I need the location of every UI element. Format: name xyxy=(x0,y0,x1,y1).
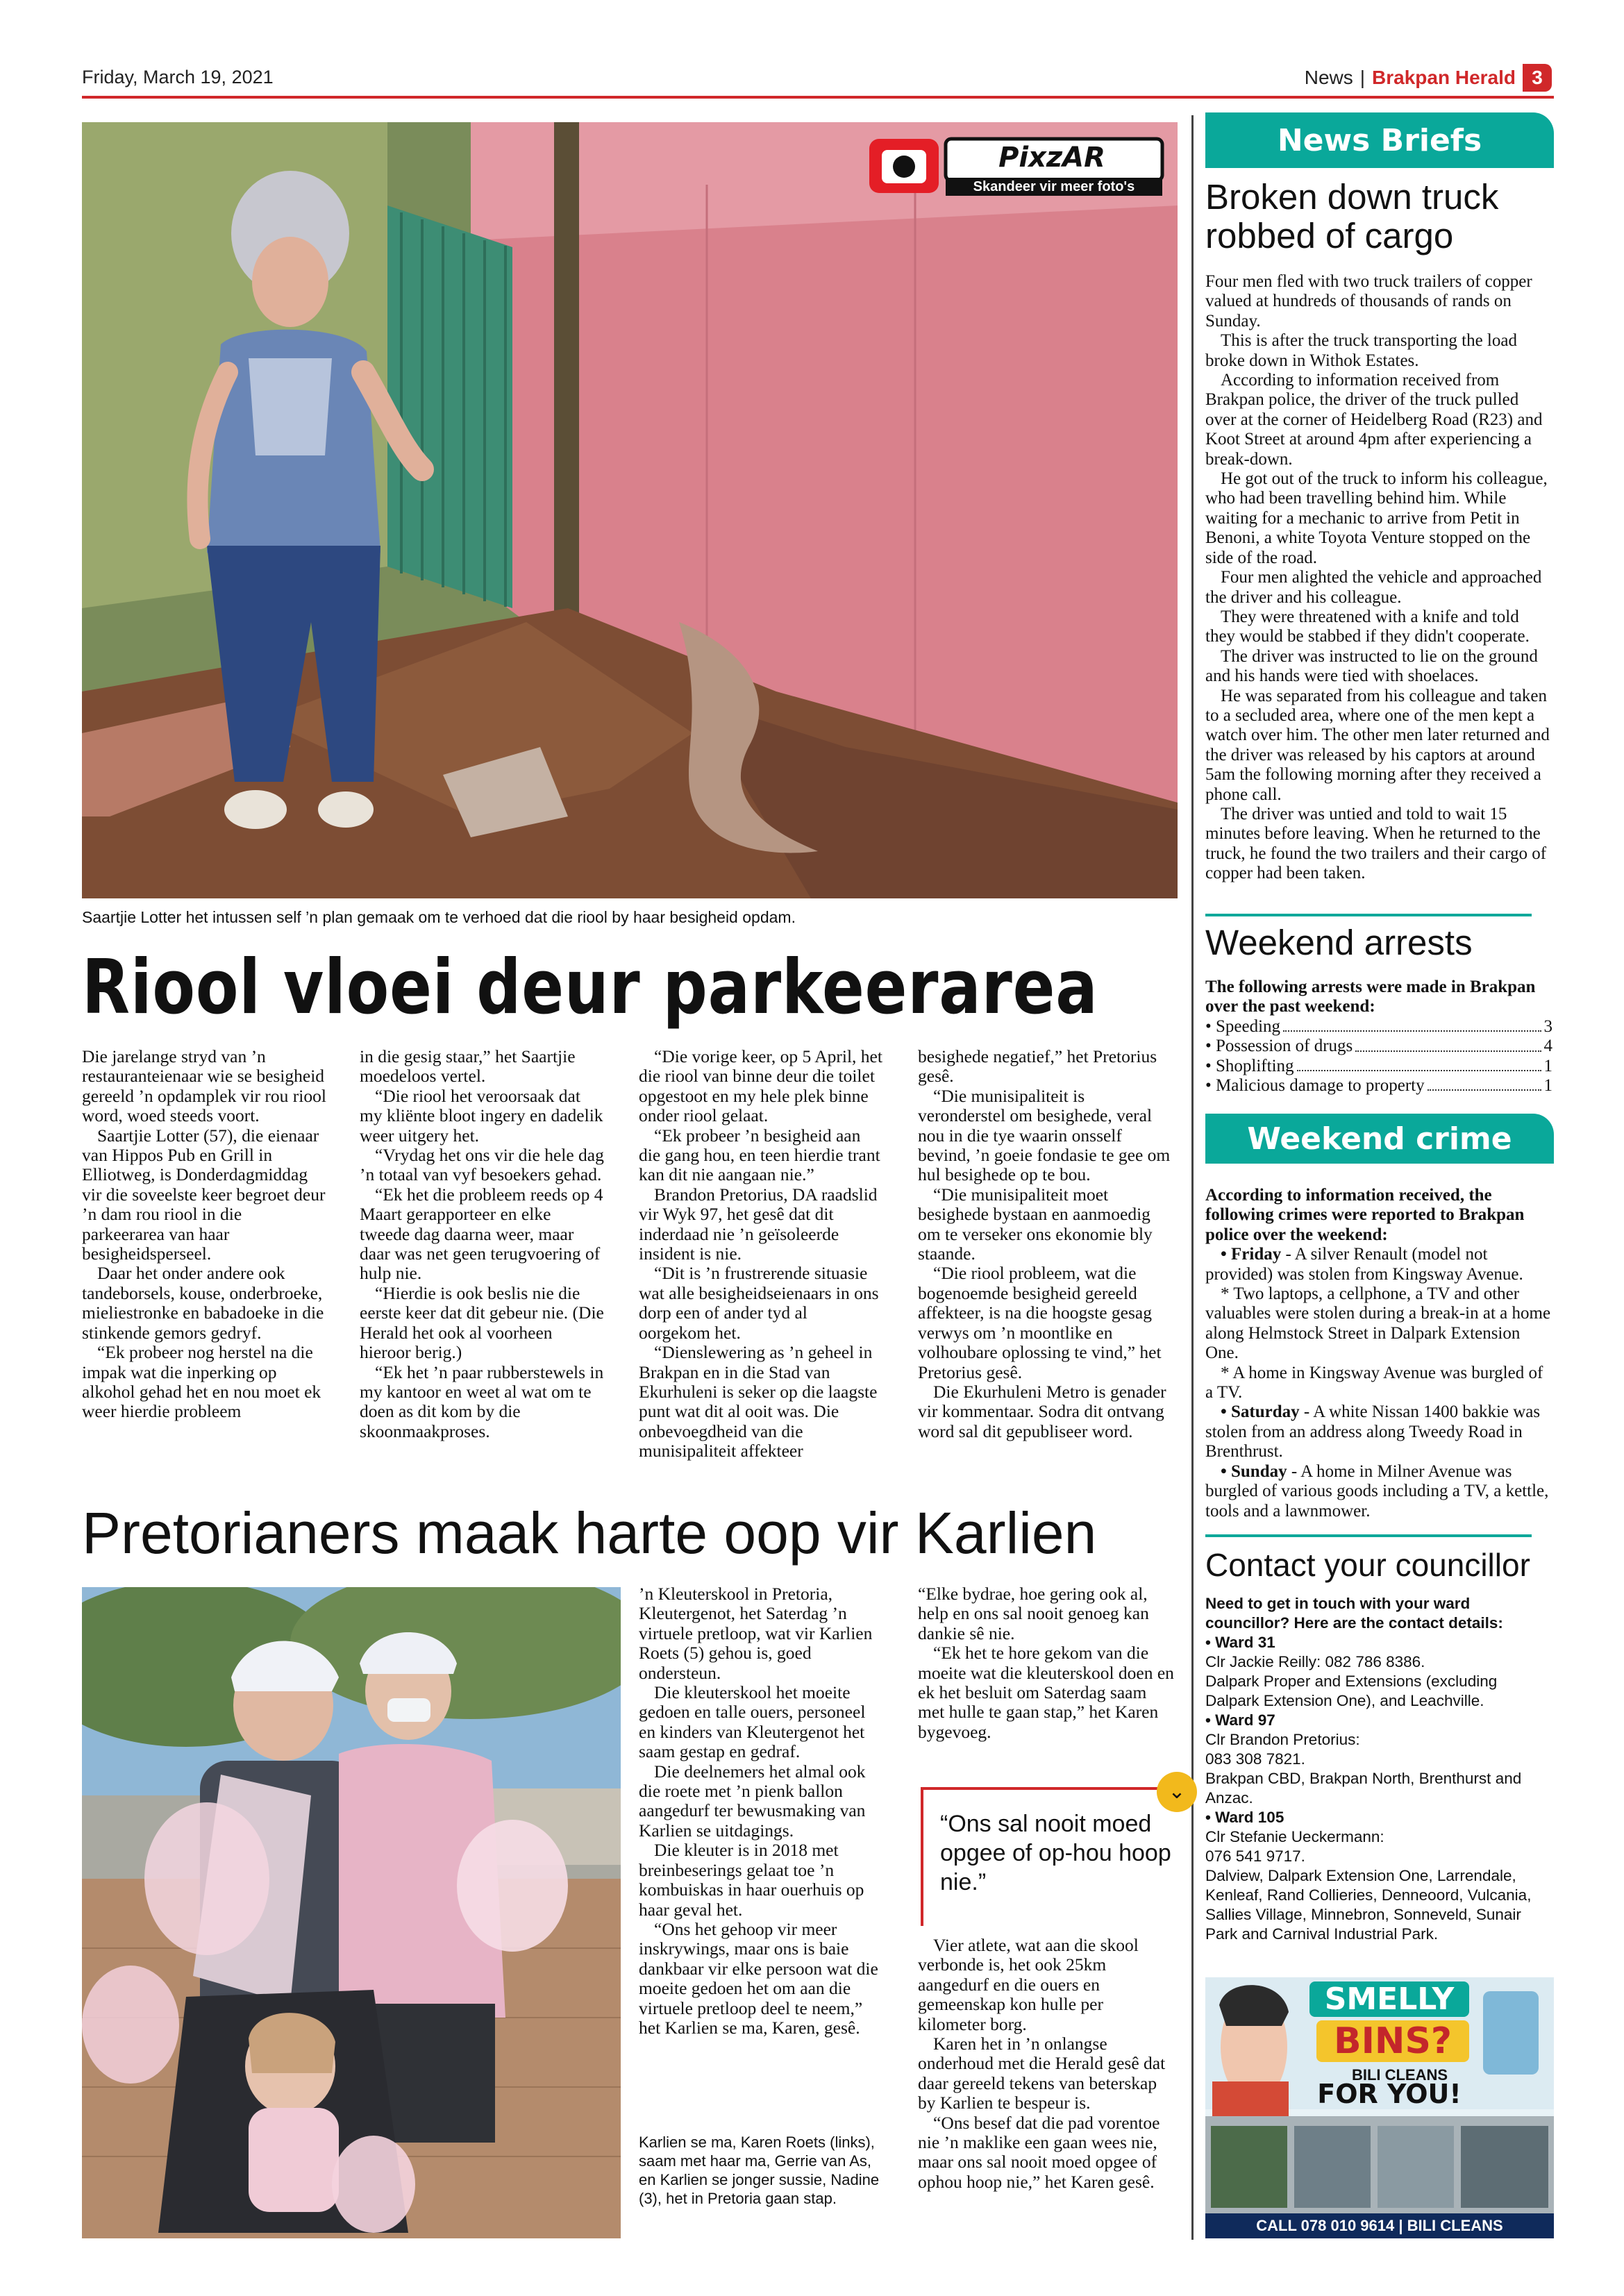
paragraph: According to information received from Brakpan police, the driver of the truck pulled over at the corner of Heidelberg Road (R23) and Koot Street at around 4pm after experiencing a break-down. xyxy=(1205,371,1543,469)
paragraph: “Vrydag het ons vir die hele dag ’n totaal van vyf besoekers gehad. xyxy=(360,1145,604,1185)
councillor-intro: Need to get in touch with your ward councillor? Here are the contact details: xyxy=(1205,1595,1503,1632)
arrest-count: 1 xyxy=(1543,1056,1552,1075)
brief-body xyxy=(1205,272,1552,884)
arrest-count: 3 xyxy=(1543,1016,1552,1036)
photo2-caption: Karlien se ma, Karen Roets (links), saam met haar ma, Gerrie van As, en Karlien se jonger sussie, Nadine (3), het in Pretoria gaan stap. xyxy=(639,2134,880,2207)
photo1-caption: Saartjie Lotter het intussen self ’n plan gemaak om te verhoed dat die riool by haar besigheid opdam. xyxy=(82,908,796,926)
chevron-down-icon: ⌄ xyxy=(1157,1772,1197,1812)
paragraph: They were threatened with a knife and told they would be stabbed if they didn't cooperate. xyxy=(1205,607,1530,646)
ad-line-2: BINS? xyxy=(1316,2020,1469,2062)
publication-date: Friday, March 19, 2021 xyxy=(82,67,274,87)
crime-block xyxy=(1205,1186,1552,1521)
arrest-label: • Speeding xyxy=(1205,1016,1281,1036)
paragraph: Die jarelange stryd van ’n restauranteienaar wie se besigheid gereeld ’n opdamplek vir rou riool word, woed steeds voort. xyxy=(82,1046,326,1126)
story1-col-2 xyxy=(360,1047,604,1441)
story2-col-1 xyxy=(639,1584,883,2038)
ward-detail: 076 541 9717. xyxy=(1205,1847,1305,1865)
paragraph: “Ek het ’n paar rubberstewels in my kantoor en weet al wat om te doen as dit kom by die skoonmaakproses. xyxy=(360,1361,604,1441)
paragraph: Brandon Pretorius, DA raadslid vir Wyk 97, het gesê dat dit inderdaad nie ’n geïsoleerde insident is nie. xyxy=(639,1184,878,1264)
paragraph: “Ons besef dat die pad vorentoe nie ’n maklike een gaan wees nie, maar ons sal nooit moed opgee of ophou hoop nie,” het Karen gesê. xyxy=(918,2112,1160,2192)
arrest-label: • Possession of drugs xyxy=(1205,1037,1353,1056)
crime-item: • Friday - A silver Renault (model not provided) was stolen from Kingsway Avenue. xyxy=(1205,1245,1523,1284)
paragraph: “Die riool het veroorsaak dat my kliënte bloot ingery en dadelik weer uitgery het. xyxy=(360,1085,603,1146)
pixzar-logo: PixzAR xyxy=(998,142,1105,174)
paragraph: Four men alighted the vehicle and approached the driver and his colleague. xyxy=(1205,568,1542,607)
paragraph: Daar het onder andere ook tandeborsels, kouse, onderbroeke, mieliestronke en babadoeke in die stinkende gemors gedryf. xyxy=(82,1263,324,1343)
councillor-block xyxy=(1205,1594,1552,1944)
sidebar-rule xyxy=(1205,1534,1532,1537)
paragraph: “Hierdie is ook beslis nie die eerste keer dat dit gebeur nie. (Die Herald het ook al voorheen hieroor berig.) xyxy=(360,1282,604,1363)
paragraph: besighede negatief,” het Pretorius gesê. xyxy=(918,1046,1157,1087)
ad-line-3: BILI CLEANS xyxy=(1351,2066,1448,2084)
paragraph: “Dienslewering as ’n geheel in Brakpan en in die Stad van Ekurhuleni is seker op die laagste punt wat dit al ooit was. Die onbevoegdheid van die munisipaliteit affekteer xyxy=(639,1342,878,1461)
arrest-label: • Malicious damage to property xyxy=(1205,1076,1425,1096)
ad-line-1: SMELLY xyxy=(1309,1981,1469,2017)
paragraph: “Ek probeer ’n besigheid aan die gang hou, en teen hierdie trant kan dit nie aangaan nie.” xyxy=(639,1125,880,1185)
paragraph: Saartjie Lotter (57), die eienaar van Hippos Pub en Grill in Elliotweg, is Donderdagmiddag vir die soveelste keer begroet deur ’n dam rou riool in die parkeerarea van haar besigheidsperseel. xyxy=(82,1125,326,1264)
arrests-intro: The following arrests were made in Brakpan over the past weekend: xyxy=(1205,978,1536,1016)
councillor-headline: Contact your councillor xyxy=(1205,1547,1530,1583)
paragraph: ’n Kleuterskool in Pretoria, Kleutergenot, het Saterdag ’n virtuele pretloop, wat vir Karlien Roets (5) gehou is, goed ondersteun. xyxy=(639,1584,873,1683)
leader-dots xyxy=(1428,1076,1541,1091)
paragraph: The driver was untied and told to wait 15 minutes before leaving. When he returned to the truck, he found the two trailers and their cargo of copper had been taken. xyxy=(1205,804,1547,883)
arrest-label: • Shoplifting xyxy=(1205,1056,1294,1075)
story1-col-4 xyxy=(918,1047,1175,1441)
paragraph: “Ek het te hore gekom van die moeite wat die kleuterskool doen en ek het besluit om Saterdag saam met hulle te gaan stap,” het Karen bygevoeg. xyxy=(918,1643,1174,1742)
paragraph: “Dit is ’n frustrerende situasie wat alle besigheidseienaars in ons dorp een of ander tyd al oorgekom het. xyxy=(639,1263,879,1343)
bili-cleans-advert xyxy=(1205,1977,1554,2238)
crime-item: • Sunday - A home in Milner Avenue was burgled of various goods including a TV, a kettle, tools and a lawnmower. xyxy=(1205,1461,1549,1520)
ward-label: • Ward 97 xyxy=(1205,1711,1275,1729)
leader-dots xyxy=(1355,1037,1541,1051)
arrest-row xyxy=(1205,1037,1552,1056)
paragraph: in die gesig staar,” het Saartjie moedeloos vertel. xyxy=(360,1046,576,1087)
paragraph: Karen het in ’n onlangse onderhoud met die Herald gesê dat daar gereeld tekens van beterskap by Karlien te bespeur is. xyxy=(918,2034,1166,2113)
pixzar-tagline: Skandeer vir meer foto's xyxy=(973,179,1135,194)
pull-quote xyxy=(921,1780,1186,1926)
arrests-block xyxy=(1205,978,1552,1096)
ward-detail: Dalview, Dalpark Extension One, Larrendale, Kenleaf, Rand Collieries, Denneoord, Vulcania, Sallies Village, Minnebron, Sonneveld, Sunair Park and Carnival Industrial Park. xyxy=(1205,1867,1532,1943)
paragraph: “Ons het gehoop vir meer inskrywings, maar ons is baie dankbaar vir elke persoon wat die moeite gedoen het om aan die virtuele pretloop deel te neem,” het Karlien se ma, Karen, gesê. xyxy=(639,1918,878,2038)
paragraph: This is after the truck transporting the load broke down in Withok Estates. xyxy=(1205,331,1517,370)
paragraph: “Die riool probleem, wat die bogenoemde besigheid gereeld affekteer, is na die hoogste gesag verwys om ’n moontlike en volhoubare oplossing te vind,” het Pretorius gesê. xyxy=(918,1263,1162,1382)
crime-item: * Two laptops, a cellphone, a TV and other valuables were stolen during a break-in at a home along Helmstock Street in Dalpark Extension One. xyxy=(1205,1284,1551,1363)
paragraph: “Die munisipaliteit moet besighede bystaan en aanmoedig om te verseker ons ekonomie bly staande. xyxy=(918,1184,1153,1264)
leader-dots xyxy=(1283,1017,1541,1032)
story2-col-3 xyxy=(918,1936,1175,2192)
ward-detail: Clr Stefanie Ueckermann: xyxy=(1205,1828,1384,1845)
ward-detail: Clr Brandon Pretorius: xyxy=(1205,1731,1360,1748)
paragraph: “Ek probeer nog herstel na die impak wat die inperking op alkohol gehad het en nou moet ek weer hierdie probleem xyxy=(82,1342,321,1422)
story2-col-2 xyxy=(918,1584,1175,1742)
arrest-row xyxy=(1205,1076,1552,1096)
ad-footer: CALL 078 010 9614 | BILI CLEANS xyxy=(1256,2217,1503,2234)
sidebar-rule xyxy=(1205,914,1532,916)
ward-label: • Ward 31 xyxy=(1205,1634,1275,1651)
story1-col-3 xyxy=(639,1047,883,1461)
crime-day: • Sunday xyxy=(1221,1461,1287,1481)
brief-headline: Broken down truck robbed of cargo xyxy=(1205,177,1499,255)
paragraph: “Die vorige keer, op 5 April, het die riool van binne deur die toilet opgestoot en my hele plek binne onder riool gelaat. xyxy=(639,1046,882,1126)
story1-headline: Riool vloei deur parkeerarea xyxy=(82,944,1098,1031)
paragraph: “Elke bydrae, hoe gering ook al, help en ons sal nooit genoeg kan dankie sê nie. xyxy=(918,1584,1149,1643)
paragraph: He got out of the truck to inform his colleague, who had been travelling behind him. While waiting for a mechanic to arrive from Petit in Benoni, a white Toyota Venture stopped on the side of the road. xyxy=(1205,469,1548,567)
crime-item: • Saturday - A white Nissan 1400 bakkie was stolen from an address along Tweedy Road in Brenthrust. xyxy=(1205,1402,1541,1461)
ward-detail: Brakpan CBD, Brakpan North, Brenthurst and Anzac. xyxy=(1205,1770,1522,1807)
story1-col-1 xyxy=(82,1047,326,1422)
crime-item: * A home in Kingsway Avenue was burgled of a TV. xyxy=(1205,1363,1543,1402)
story2-headline: Pretorianers maak harte oop vir Karlien xyxy=(82,1500,1097,1566)
paragraph: Die kleuter is in 2018 met breinbeserings gelaat toe ’n kombuiskas in haar ouerhuis op haar geval het. xyxy=(639,1840,864,1920)
ward-detail: Clr Jackie Reilly: 082 786 8386. xyxy=(1205,1653,1425,1670)
newspaper-name: Brakpan Herald xyxy=(1372,67,1516,88)
pull-quote-text: “Ons sal nooit moed opgee of op-hou hoop nie.” xyxy=(940,1811,1171,1895)
crime-day: • Saturday xyxy=(1221,1402,1300,1422)
weekend-crime-banner: Weekend crime xyxy=(1205,1114,1554,1164)
paragraph: Vier atlete, wat aan die skool verbonde is, het ook 25km aangedurf en die ouers en gemeenskap kon hulle per kilometer borg. xyxy=(918,1935,1139,2034)
paragraph: The driver was instructed to lie on the ground and his hands were tied with shoelaces. xyxy=(1205,646,1538,686)
paragraph: Die deelnemers het almal ook die roete met ’n pienk ballon aangedurf ter bewusmaking van Karlien se uitdagings. xyxy=(639,1761,866,1841)
arrest-count: 4 xyxy=(1543,1037,1552,1056)
karlien-walk-photo xyxy=(82,1587,621,2238)
leader-dots xyxy=(1297,1057,1541,1071)
arrest-row xyxy=(1205,1057,1552,1076)
paragraph: “Ek het die probleem reeds op 4 Maart gerapporteer en elke tweede dag daarna weer, maar daar was net geen terugvoering of hulp nie. xyxy=(360,1184,603,1284)
arrest-count: 1 xyxy=(1543,1076,1552,1096)
paragraph: He was separated from his colleague and taken to a secluded area, where one of the men kept a watch over him. The other men later returned and the driver was released by his captors at around 5am the following morning after they received a phone call. xyxy=(1205,686,1550,804)
arrests-headline: Weekend arrests xyxy=(1205,923,1473,962)
page-header-right xyxy=(1305,64,1552,92)
ward-label: • Ward 105 xyxy=(1205,1809,1284,1826)
crime-intro: According to information received, the following crimes were reported to Brakpan police over the weekend: xyxy=(1205,1186,1525,1244)
crime-day: • Friday xyxy=(1221,1245,1282,1264)
header-rule xyxy=(82,96,1554,99)
ward-detail: 083 308 7821. xyxy=(1205,1750,1305,1768)
sewage-photo xyxy=(82,122,1178,898)
ad-line-4: FOR YOU! xyxy=(1317,2079,1462,2109)
news-briefs-banner: News Briefs xyxy=(1205,112,1554,168)
ward-detail: Dalpark Proper and Extensions (excluding Dalpark Extension One), and Leachville. xyxy=(1205,1673,1498,1709)
page-number: 3 xyxy=(1523,64,1552,92)
column-divider xyxy=(1191,115,1194,2240)
pixzar-badge xyxy=(868,135,1165,199)
section-label: News xyxy=(1304,67,1353,88)
paragraph: Die kleuterskool het moeite gedoen en talle ouers, personeel en kinders van Kleutergenot het saam gestap en gedraf. xyxy=(639,1682,866,1762)
arrest-row xyxy=(1205,1017,1552,1037)
paragraph: Four men fled with two truck trailers of copper valued at hundreds of thousands of rands on Sunday. xyxy=(1205,272,1532,330)
paragraph: Die Ekurhuleni Metro is genader vir kommentaar. Sodra dit ontvang word sal dit gepubliseer word. xyxy=(918,1381,1166,1441)
header-separator: | xyxy=(1359,67,1366,88)
paragraph: “Die munisipaliteit is veronderstel om besighede, veral nou in die tye waarin onsself bevind, ’n goeie fondasie te gee om hul besighede op te bou. xyxy=(918,1085,1171,1185)
